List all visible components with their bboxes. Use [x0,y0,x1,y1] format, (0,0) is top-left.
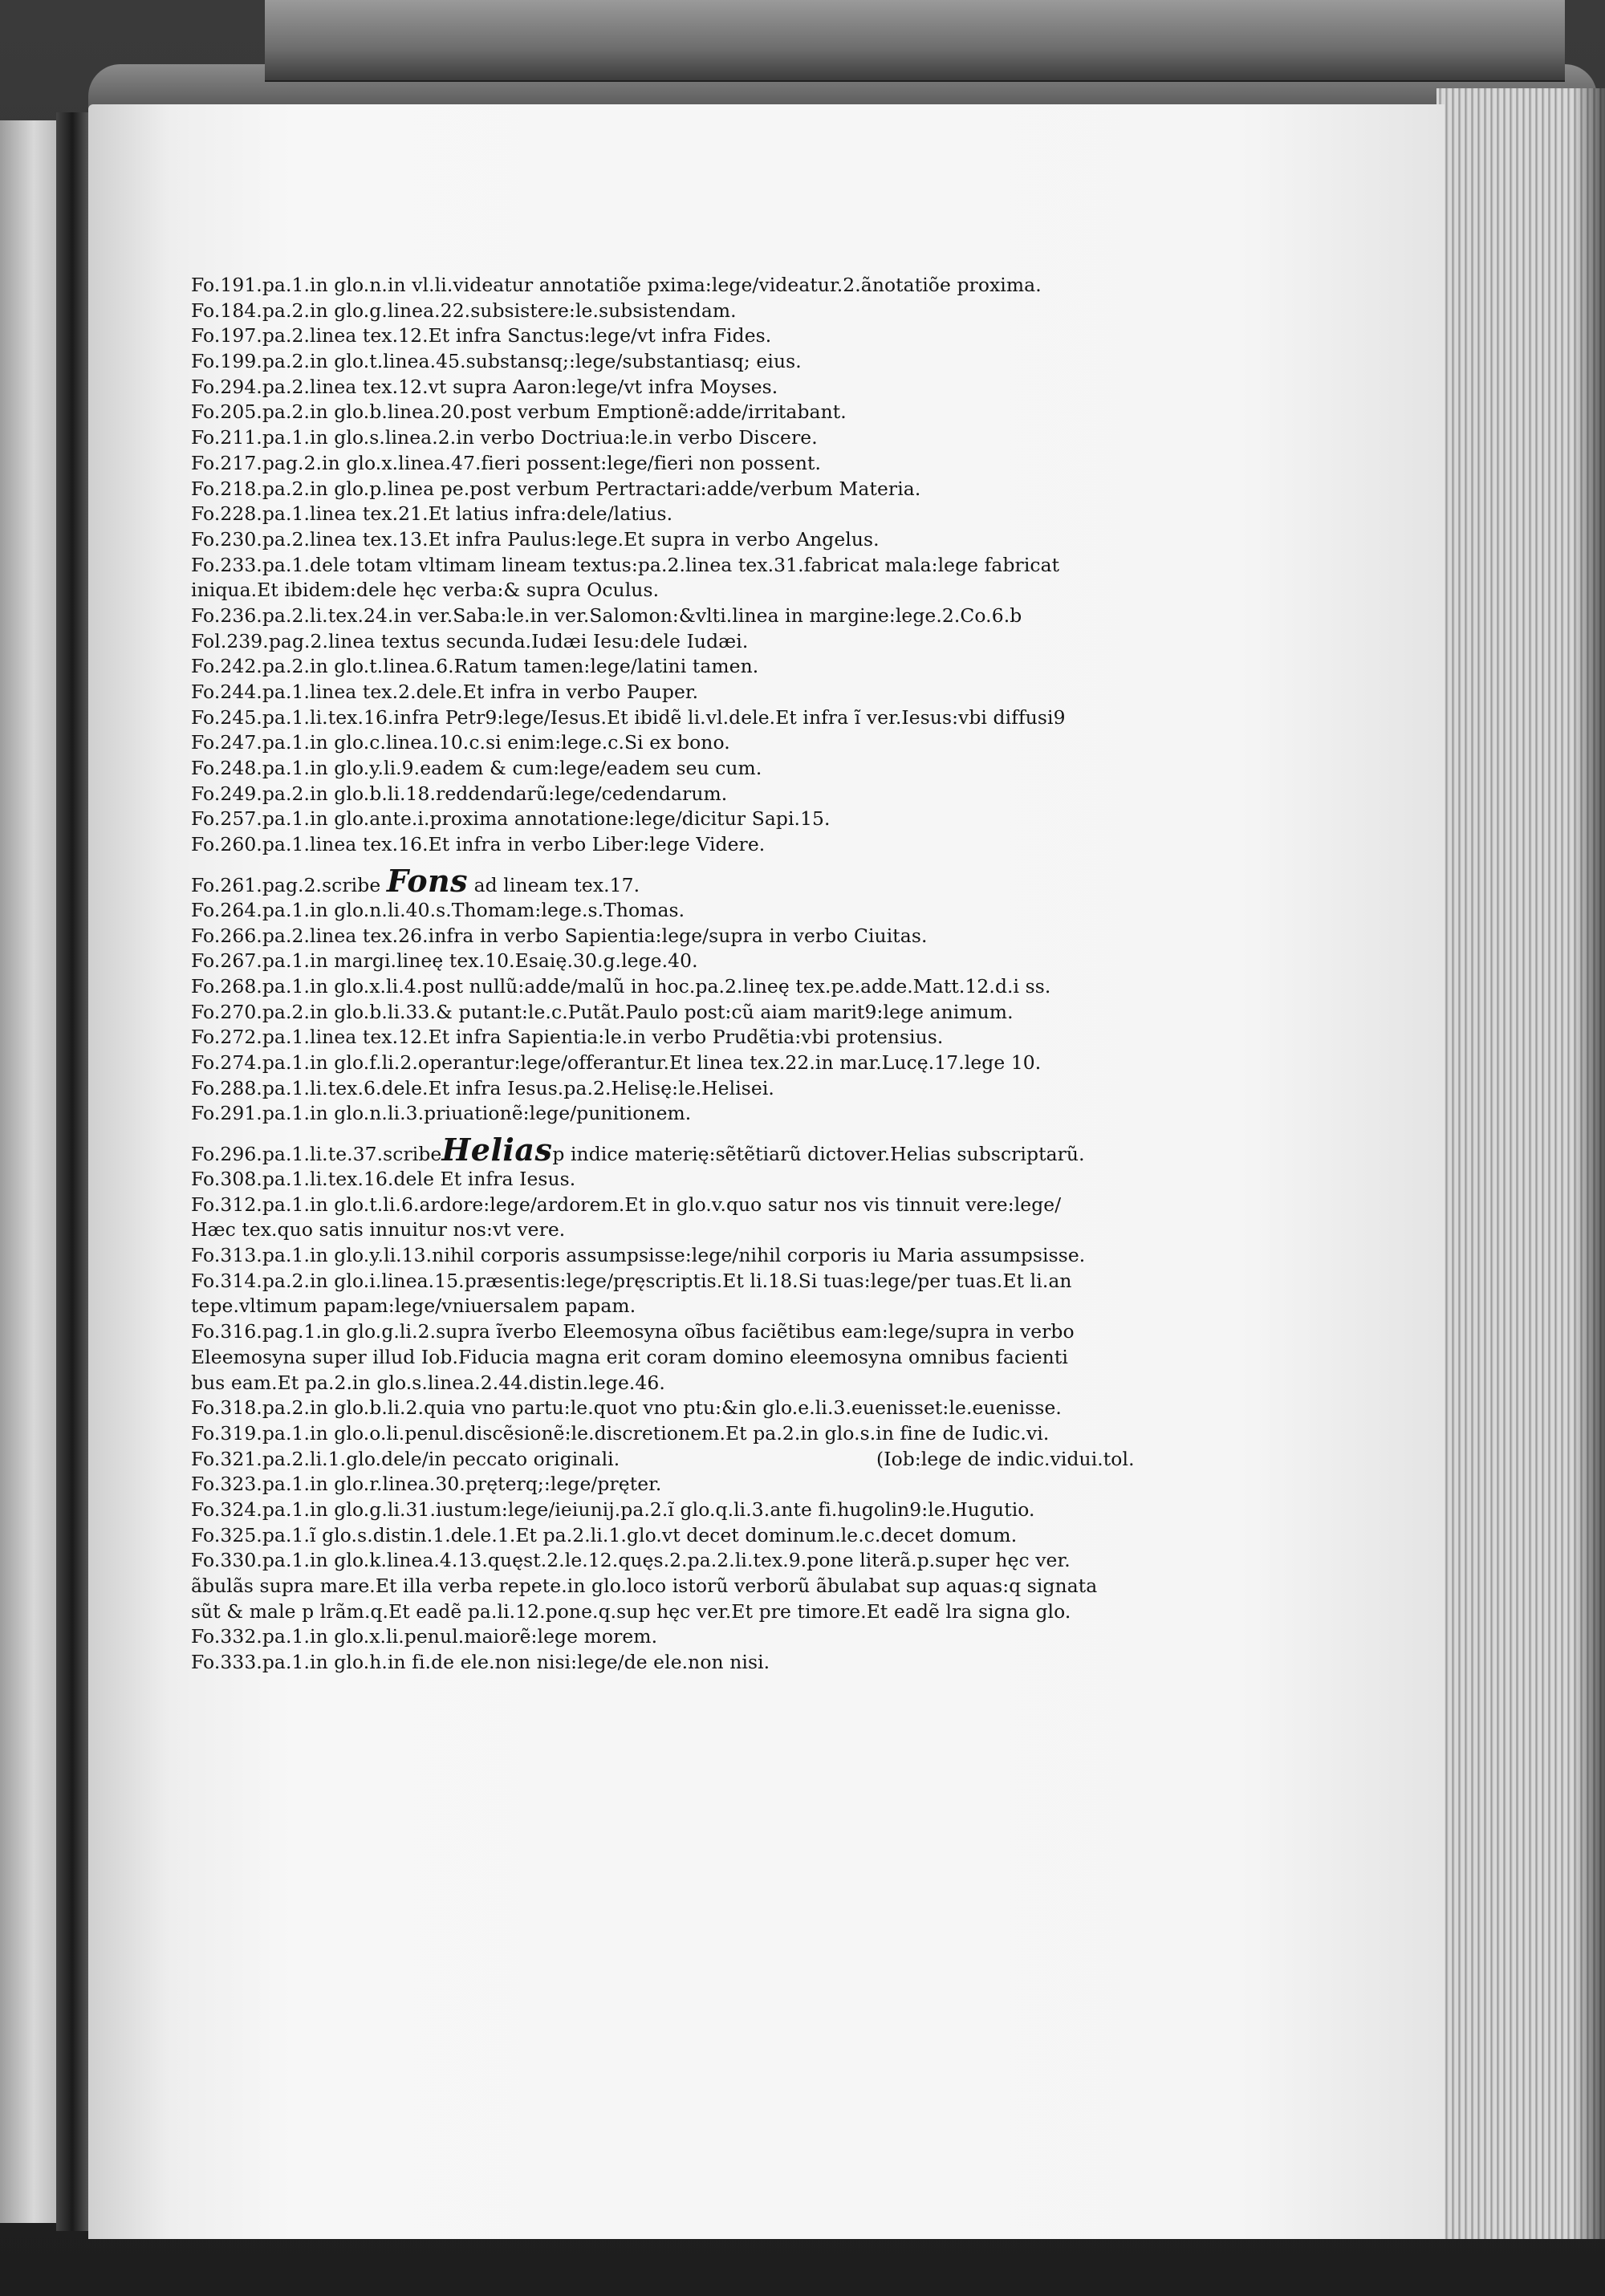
errata-line: Fo.266.pa.2.linea tex.26.infra in verbo Sapientia:lege/supra in verbo Ciuitas. [191,924,928,947]
errata-line: Fo.308.pa.1.li.tex.16.dele Et infra Iesus. [191,1168,576,1190]
errata-line: Fo.191.pa.1.in glo.n.in vl.li.videatur annotatiõe pxima:lege/videatur.2.ãnotatiõe proxima. [191,274,1042,296]
errata-line: Fo.291.pa.1.in glo.n.li.3.priuationẽ:lege/punitionem. [191,1102,692,1125]
helias-blackletter-word: Helias [441,1132,553,1168]
errata-line: Fo.230.pa.2.linea tex.13.Et infra Paulus:lege.Et supra in verbo Angelus. [191,527,880,551]
errata-line: Hæc tex.quo satis innuitur nos:vt vere. [191,1218,566,1241]
helias-prefix: Fo.296.pa.1.li.te.37.scribe [191,1143,442,1165]
errata-line: Fo.288.pa.1.li.tex.6.dele.Et infra Iesus.pa.2.Helisę:le.Helisei. [191,1076,774,1099]
errata-line: Fo.319.pa.1.in glo.o.li.penul.discẽsionẽ:le.discretionem.Et pa.2.in glo.s.in fine de Iudic.vi. [191,1421,1050,1445]
errata-line: Fo.248.pa.1.in glo.y.li.9.eadem & cum:lege/eadem seu cum. [191,757,762,780]
helias-suffix: p indice materię:sẽtẽtiarũ dictover.Helias subscriptarũ. [552,1143,1085,1165]
line-gap [191,1127,1210,1133]
errata-line: Fo.228.pa.1.linea tex.21.Et latius infra:dele/latius. [191,502,673,526]
errata-line: Fo.247.pa.1.in glo.c.linea.10.c.si enim:lege.c.Si ex bono. [191,731,730,754]
errata-line: Fo.324.pa.1.in glo.g.li.31.iustum:lege/ieiunij.pa.2.ĩ glo.q.li.3.ante fi.hugolin9:le.Hugutio. [191,1497,1035,1521]
errata-line: Fo.294.pa.2.linea tex.12.vt supra Aaron:lege/vt infra Moyses. [191,375,778,398]
errata-line: Fo.242.pa.2.in glo.t.linea.6.Ratum tamen:lege/latini tamen. [191,655,759,678]
errata-line: Fo.268.pa.1.in glo.x.li.4.post nullũ:adde/malũ in hoc.pa.2.lineę tex.pe.adde.Matt.12.d.i ss. [191,974,1051,998]
errata-line: ãbulãs supra mare.Et illa verba repete.in glo.loco istorũ verborũ ãbulabat sup aquas:q signata [191,1575,1098,1597]
errata-line: Fo.257.pa.1.in glo.ante.i.proxima annotatione:lege/dicitur Sapi.15. [191,807,831,831]
errata-line [191,1447,1210,1473]
fons-suffix: ad lineam tex.17. [468,873,640,896]
iob-note: (Iob:lege de indic.vidui.tol. [876,1447,1135,1470]
errata-line: Fo.264.pa.1.in glo.n.li.40.s.Thomam:lege.s.Thomas. [191,898,685,921]
left-page-edge [0,120,56,2223]
line-gap [191,858,1210,864]
errata-line: Fo.233.pa.1.dele totam vltimam lineam textus:pa.2.linea tex.31.fabricat mala:lege fabricat [191,553,1060,576]
fons-blackletter-word: Fons [386,862,469,899]
errata-line: Fol.239.pag.2.linea textus secunda.Iudæi Iesu:dele Iudæi. [191,629,749,652]
errata-line: Fo.244.pa.1.linea tex.2.dele.Et infra in verbo Pauper. [191,681,699,703]
errata-line: Fo.274.pa.1.in glo.f.li.2.operantur:lege/offerantur.Et linea tex.22.in mar.Lucę.17.lege 10. [191,1050,1042,1074]
errata-line: bus eam.Et pa.2.in glo.s.linea.2.44.distin.lege.46. [191,1371,665,1394]
errata-line: Fo.267.pa.1.in margi.lineę tex.10.Esaię.30.g.lege.40. [191,949,698,973]
errata-line: Fo.333.pa.1.in glo.h.in fi.de ele.non nisi:lege/de ele.non nisi. [191,1651,770,1674]
errata-line: Fo.211.pa.1.in glo.s.linea.2.in verbo Doctriua:le.in verbo Discere. [191,426,818,449]
errata-line [191,1133,1210,1167]
errata-line: Fo.332.pa.1.in glo.x.li.penul.maiorẽ:lege morem. [191,1625,658,1648]
errata-line: Fo.330.pa.1.in glo.k.linea.4.13.quęst.2.le.12.quęs.2.pa.2.li.tex.9.pone literã.p.super hęc ver. [191,1549,1071,1572]
book-cover-top [265,0,1565,82]
errata-line: Fo.312.pa.1.in glo.t.li.6.ardore:lege/ardorem.Et in glo.v.quo satur nos vis tinnuit vere:lege/ [191,1193,1062,1216]
errata-line: Fo.325.pa.1.ĩ glo.s.distin.1.dele.1.Et pa.2.li.1.glo.vt decet dominum.le.c.decet domum. [191,1523,1018,1546]
errata-line: Fo.197.pa.2.linea tex.12.Et infra Sanctus:lege/vt infra Fides. [191,324,772,347]
errata-line: Fo.217.pag.2.in glo.x.linea.47.fieri possent:lege/fieri non possent. [191,451,822,474]
errata-line: Fo.318.pa.2.in glo.b.li.2.quia vno partu:le.quot vno ptu:&in glo.e.li.3.euenisset:le.euenisse. [191,1396,1062,1420]
errata-line: Fo.323.pa.1.in glo.r.linea.30.pręterq;:lege/pręter. [191,1473,662,1496]
errata-line: Fo.218.pa.2.in glo.p.linea pe.post verbum Pertractari:adde/verbum Materia. [191,477,921,500]
errata-line: tepe.vltimum papam:lege/vniuersalem papam. [191,1294,636,1318]
errata-line: Fo.245.pa.1.li.tex.16.infra Petr9:lege/Iesus.Et ibidẽ li.vl.dele.Et infra ĩ ver.Iesus:vbi diffusi9 [191,705,1066,729]
errata-line: Fo.260.pa.1.linea tex.16.Et infra in verbo Liber:lege Videre. [191,833,766,856]
errata-line: Fo.314.pa.2.in glo.i.linea.15.præsentis:lege/pręscriptis.Et li.18.Si tuas:lege/per tuas.Et li.an [191,1269,1072,1292]
errata-line: Fo.199.pa.2.in glo.t.linea.45.substansq;:lege/substantiasq; eius. [191,350,802,373]
errata-line [191,864,1210,898]
errata-line: Fo.184.pa.2.in glo.g.linea.22.subsistere:le.subsistendam. [191,299,737,322]
errata-line: Fo.316.pag.1.in glo.g.li.2.supra ĩverbo Eleemosyna oĩbus faciẽtibus eam:lege/supra in verbo [191,1320,1075,1343]
errata-line: Fo.313.pa.1.in glo.y.li.13.nihil corporis assumpsisse:lege/nihil corporis iu Maria assumpsisse. [191,1244,1086,1267]
fons-prefix: Fo.261.pag.2.scribe [191,873,387,896]
errata-line: sũt & male p lrãm.q.Et eadẽ pa.li.12.pone.q.sup hęc ver.Et pre timore.Et eadẽ lra signa glo. [191,1599,1071,1623]
errata-line: Fo.236.pa.2.li.tex.24.in ver.Saba:le.in ver.Salomon:&vlti.linea in margine:lege.2.Co.6.b [191,603,1022,627]
errata-line: Eleemosyna super illud Iob.Fiducia magna erit coram domino eleemosyna omnibus facienti [191,1345,1068,1368]
errata-line: Fo.272.pa.1.linea tex.12.Et infra Sapientia:le.in verbo Prudẽtia:vbi protensius. [191,1026,944,1049]
errata-line: Fo.205.pa.2.in glo.b.linea.20.post verbum Emptionẽ:adde/irritabant. [191,400,847,424]
errata-line: Fo.249.pa.2.in glo.b.li.18.reddendarũ:lege/cedendarum. [191,782,728,805]
errata-line: Fo.270.pa.2.in glo.b.li.33.& putant:le.c.Putãt.Paulo post:cũ aiam marit9:lege animum. [191,1000,1014,1023]
fore-edge-shadow [1573,88,1605,2239]
errata-list [191,273,1210,1676]
errata-line: iniqua.Et ibidem:dele hęc verba:& supra Oculus. [191,579,660,602]
errata-text: Fo.321.pa.2.li.1.glo.dele/in peccato originali. [191,1447,620,1470]
book-gutter [56,112,88,2231]
